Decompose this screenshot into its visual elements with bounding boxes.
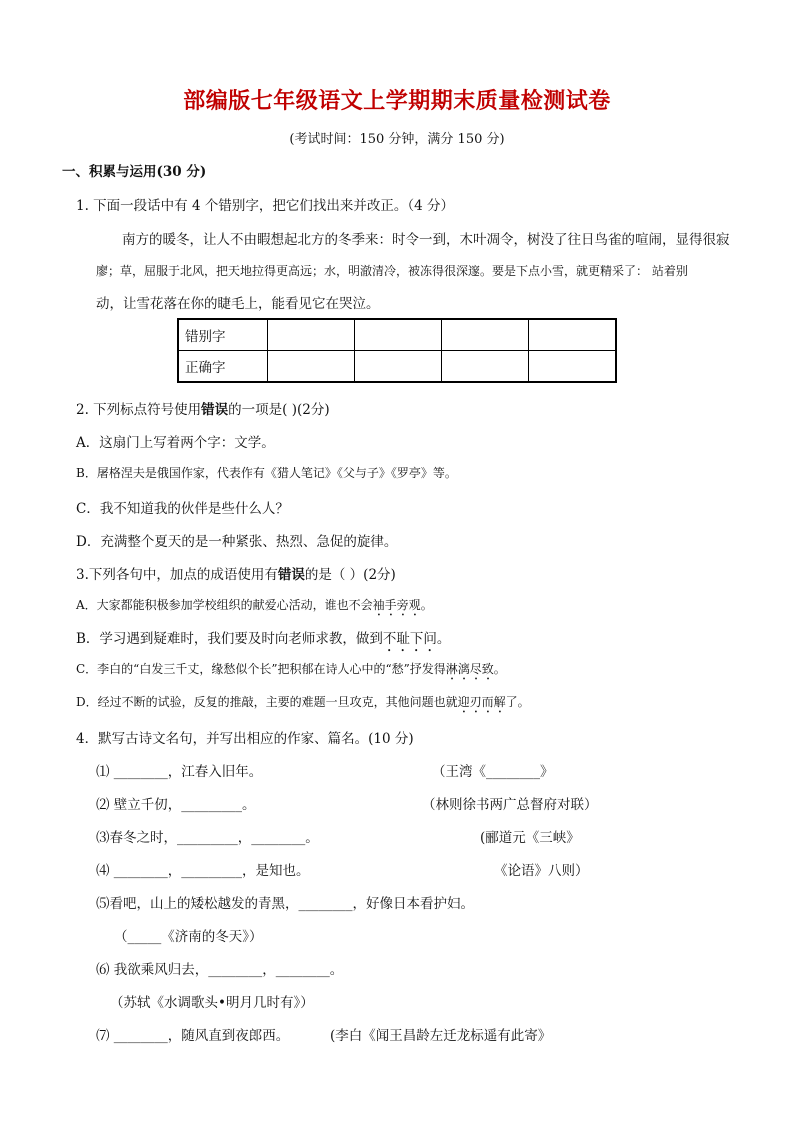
page-title: 部编版七年级语文上学期期末质量检测试卷: [183, 89, 611, 114]
q4-item-7: ⑺ ________，随风直到夜郎西。: [96, 1028, 290, 1044]
q3-option-c: [76, 660, 506, 683]
q3-d-idiom: 迎刃而解: [457, 695, 506, 709]
q3-option-b: [76, 627, 450, 655]
q3-c-end: 。: [493, 662, 506, 676]
q4-item-3: ⑶春冬之时，_________，________。: [96, 830, 319, 846]
q1-paragraph-line-3: 动，让雪花落在你的睫毛上，能看见它在哭泣。: [96, 296, 380, 312]
q4-item-7-source: (李白《闻王昌龄左迁龙标遥有此寄》: [330, 1028, 552, 1044]
section-heading: 一、积累与运用(30 分): [62, 164, 207, 180]
table-row: [178, 319, 616, 351]
q3-a-end: 。: [420, 598, 433, 612]
q2-stem: [76, 398, 330, 418]
q3-stem-pre: 3.下列各句中，加点的成语使用有: [76, 567, 278, 583]
q2-stem-pre: 2. 下列标点符号使用: [76, 402, 202, 418]
q2-option-d: D．充满整个夏天的是一种紧张、热烈、急促的旋律。: [76, 534, 398, 550]
q3-option-a: [76, 596, 433, 619]
q2-option-b: B．屠格涅夫是俄国作家，代表作有《猎人笔记》《父与子》《罗亭》等。: [76, 466, 457, 480]
q3-stem: [76, 563, 396, 583]
q4-item-6-source: （苏轼《水调歌头•明月几时有》）: [110, 995, 314, 1011]
q4-item-4-source: 《论语》八则）: [494, 863, 589, 879]
q4-item-5: ⑸看吧，山上的矮松越发的青黑，________，好像日本看护妇。: [96, 896, 474, 912]
answer-cell[interactable]: [268, 319, 355, 351]
table-row: [178, 351, 616, 383]
q2-option-a: A．这扇门上写着两个字：文学。: [76, 435, 275, 451]
q2-stem-post: 的一项是( )(2分): [228, 402, 330, 418]
answer-cell[interactable]: [442, 351, 529, 383]
q4-item-6: ⑹ 我欲乘风归去，________，________。: [96, 962, 344, 978]
q4-stem: 4．默写古诗文名句，并写出相应的作家、篇名。(10 分): [76, 731, 414, 747]
exam-info: (考试时间：150 分钟，满分 150 分): [289, 132, 505, 147]
q4-item-4: ⑷ ________，_________，是知也。: [96, 863, 310, 879]
q1-paragraph-line-2: 廖；草，屈服于北风，把天地拉得更高远；水，明澈清冷，被冻得很深邃。要是下点小雪，就更精采了： 站着别: [96, 264, 688, 278]
correction-table: [177, 318, 617, 383]
answer-cell[interactable]: [529, 319, 617, 351]
q3-c-text: C．李白的“白发三千丈，缘愁似个长”把积郁在诗人心中的“愁”抒发得: [76, 662, 446, 676]
q4-item-2: ⑵ 壁立千仞，_________。: [96, 797, 256, 813]
row-label-correct: 正确字: [178, 351, 268, 383]
q3-d-end: 了。: [505, 695, 530, 709]
answer-cell[interactable]: [442, 319, 529, 351]
answer-cell[interactable]: [529, 351, 617, 383]
answer-cell[interactable]: [355, 351, 442, 383]
q4-item-1: ⑴ ________，江春入旧年。: [96, 764, 263, 780]
answer-cell[interactable]: [268, 351, 355, 383]
q4-item-1-source: （王湾《________》: [432, 764, 554, 780]
q2-option-c: C．我不知道我的伙伴是些什么人？: [76, 501, 289, 517]
q4-item-3-source: (郦道元《三峡》: [480, 830, 580, 846]
q3-a-text: A．大家都能积极参加学校组织的献爱心活动，谁也不会: [76, 598, 373, 612]
row-label-wrong: 错别字: [178, 319, 268, 351]
q3-stem-post: 的是（ ）(2分): [304, 567, 396, 583]
q3-c-idiom: 淋漓尽致: [445, 662, 494, 676]
q1-paragraph-line-1: 南方的暖冬，让人不由睱想起北方的冬季来：时令一到，木叶凋令，树没了往日鸟雀的喧闹，显得很寂: [122, 232, 730, 248]
q4-item-2-source: （林则徐书两广总督府对联）: [422, 797, 598, 813]
q2-stem-keyword: 错误: [201, 402, 229, 418]
q3-d-text: D．经过不断的试验，反复的推敲，主要的难题一旦攻克，其他问题也就: [76, 695, 458, 709]
q3-b-end: 。: [436, 631, 451, 647]
answer-cell[interactable]: [355, 319, 442, 351]
q3-a-idiom: 袖手旁观: [372, 598, 421, 612]
q4-item-5-source: （_____《济南的冬天》）: [114, 929, 263, 945]
q3-option-d: [76, 693, 530, 716]
q3-stem-keyword: 错误: [277, 567, 305, 583]
q3-b-text: B．学习遇到疑难时，我们要及时向老师求教，做到: [76, 631, 383, 647]
q3-b-idiom: 不耻下问: [382, 631, 437, 647]
q1-stem: 1. 下面一段话中有 4 个错别字，把它们找出来并改正。（4 分）: [76, 198, 454, 214]
